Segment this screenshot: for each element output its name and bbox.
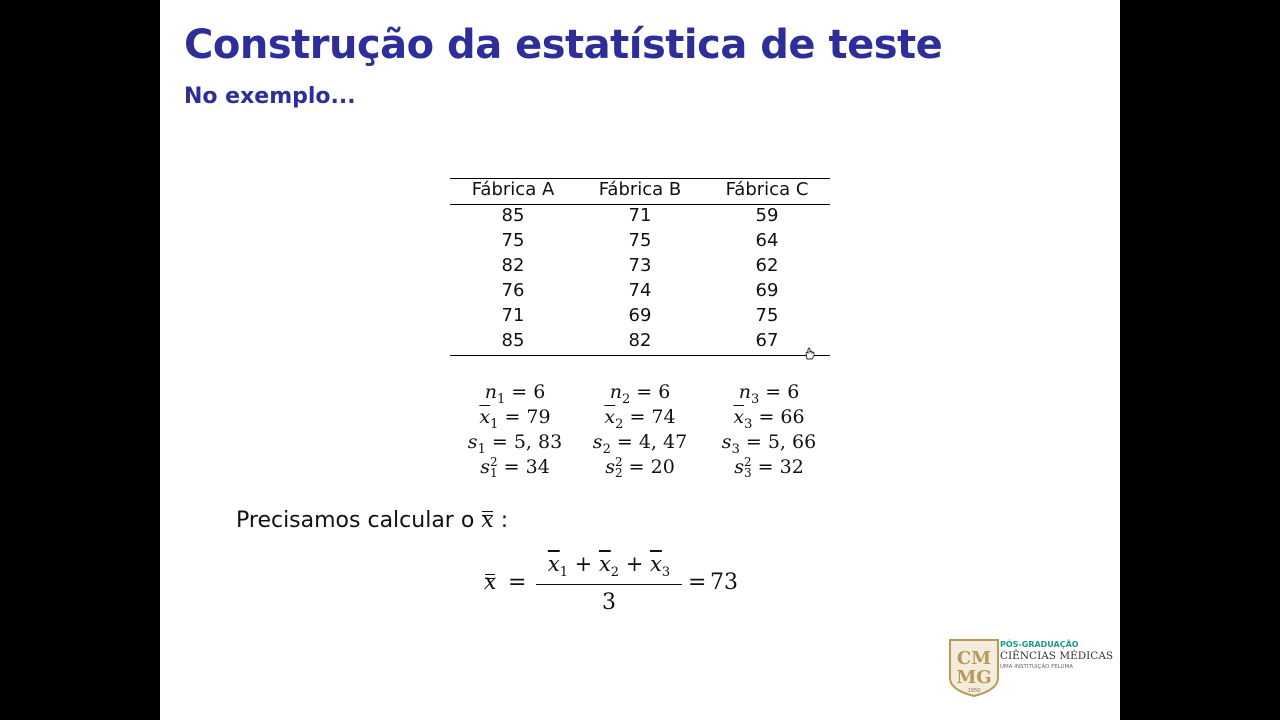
stat-expression: [704, 456, 834, 479]
table-cell: 69: [755, 280, 779, 301]
stat-value: 34: [525, 456, 550, 478]
stat-equals: =: [759, 381, 788, 403]
stat-subscript: 2: [614, 466, 623, 480]
stat-symbol: s: [734, 456, 744, 478]
numerator-subscript: 2: [610, 565, 620, 581]
numerator-subscript: 1: [559, 565, 568, 581]
stat-subscript: 3: [744, 416, 753, 432]
table-cell: 85: [501, 205, 525, 226]
table-cell: 71: [628, 205, 652, 226]
numerator-symbol: $\overline{x}$: [598, 552, 611, 576]
hand-cursor-icon: [803, 346, 817, 360]
table-cell: 73: [628, 255, 652, 276]
stat-symbol: n: [609, 381, 622, 403]
stat-subscript: 2: [621, 391, 631, 407]
stat-subscript: 1: [490, 416, 499, 432]
stat-symbol: n: [738, 381, 751, 403]
stat-value: 32: [779, 456, 804, 478]
logo-monogram-top: CM: [956, 648, 992, 669]
stat-equals: =: [630, 381, 659, 403]
formula-equals-1: =: [508, 570, 527, 595]
logo-line3: UMA INSTITUIÇÃO FELUMA: [1000, 664, 1074, 670]
table-cell: 75: [755, 305, 779, 326]
stat-equals: =: [610, 431, 639, 453]
fraction-line: [536, 584, 682, 585]
stat-expression: [704, 406, 834, 432]
table-header-cell: Fábrica C: [725, 179, 809, 200]
numerator-symbol: $\overline{x}$: [547, 552, 560, 576]
table-cell: 82: [501, 255, 525, 276]
logo-line1: PÓS-GRADUAÇÃO: [1000, 640, 1079, 649]
stat-value: 79: [526, 406, 551, 428]
stat-symbol: s: [467, 431, 478, 453]
stat-subscript: 1: [496, 391, 506, 407]
slide-title: Construção da estatística de teste: [184, 22, 943, 68]
numerator-plus: +: [619, 552, 651, 576]
institution-logo: [948, 638, 1118, 698]
stat-expression: [450, 456, 580, 479]
formula-equals-2: =: [688, 570, 707, 595]
stat-equals: =: [485, 431, 514, 453]
stat-superscript: 2: [743, 455, 752, 469]
stat-symbol: n: [484, 381, 497, 403]
stat-superscript: 2: [489, 455, 498, 469]
table-cell: 69: [628, 305, 652, 326]
grand-mean-formula: [480, 552, 780, 622]
table-cell: 59: [755, 205, 779, 226]
stat-symbol: s: [721, 431, 732, 453]
stat-expression: [704, 381, 834, 407]
table-cell: 71: [501, 305, 525, 326]
stat-symbol: s: [592, 431, 603, 453]
grand-mean-symbol: x: [481, 508, 494, 533]
logo-line2: CIÊNCIAS MÉDICAS: [1000, 650, 1114, 662]
stat-subscript: 2: [615, 416, 624, 432]
table-cell: 75: [501, 230, 525, 251]
stat-subscript: 3: [750, 391, 760, 407]
calc-instruction: [236, 508, 508, 533]
stat-value: 6: [787, 381, 800, 403]
stat-value: 74: [651, 406, 676, 428]
table-cell: 64: [755, 230, 779, 251]
cmmg-shield-icon: [948, 638, 1000, 698]
stat-equals: =: [739, 431, 768, 453]
stat-subscript: 2: [602, 441, 611, 457]
stat-expression: [704, 431, 834, 457]
stat-value: 20: [650, 456, 675, 478]
logo-year: 1950: [967, 688, 981, 694]
stat-equals: =: [498, 406, 527, 428]
calc-instruction-colon: :: [500, 508, 509, 533]
formula-numerator: [536, 552, 682, 580]
formula-result: 73: [710, 570, 738, 595]
stat-expression: [575, 431, 705, 457]
stat-value: 6: [658, 381, 671, 403]
stat-superscript: 2: [614, 455, 623, 469]
stat-value: 5, 66: [767, 431, 817, 453]
table-cell: 67: [755, 330, 779, 351]
stat-expression: [575, 456, 705, 479]
stat-value: 6: [533, 381, 546, 403]
formula-denominator: 3: [602, 590, 616, 615]
stat-equals: =: [505, 381, 534, 403]
numerator-subscript: 3: [661, 565, 671, 581]
stat-value: 5, 83: [513, 431, 563, 453]
table-cell: 76: [501, 280, 525, 301]
stat-equals: =: [622, 456, 651, 478]
stat-expression: [575, 406, 705, 432]
table-cell: 74: [628, 280, 652, 301]
stat-equals: =: [497, 456, 526, 478]
stat-equals: =: [752, 406, 781, 428]
slide-subtitle: No exemplo...: [184, 84, 356, 109]
stat-symbol: $\overline{x}$: [604, 406, 616, 428]
stat-expression: [450, 381, 580, 407]
calc-instruction-text: Precisamos calcular o: [236, 508, 475, 533]
formula-lhs: x: [484, 570, 497, 595]
table-bottom-rule: [450, 355, 830, 356]
stat-subscript: 3: [731, 441, 740, 457]
stat-value: 4, 47: [638, 431, 688, 453]
table-cell: 85: [501, 330, 525, 351]
stat-symbol: s: [480, 456, 490, 478]
stat-subscript: 1: [477, 441, 486, 457]
stat-equals: =: [623, 406, 652, 428]
table-cell: 62: [755, 255, 779, 276]
stat-expression: [450, 431, 580, 457]
numerator-symbol: $\overline{x}$: [650, 552, 662, 576]
stat-symbol: $\overline{x}$: [479, 406, 491, 428]
stat-subscript: 3: [743, 466, 752, 480]
stat-expression: [450, 406, 580, 432]
stat-symbol: $\overline{x}$: [733, 406, 745, 428]
stat-expression: [575, 381, 705, 407]
slide: [160, 0, 1120, 720]
table-cell: 75: [628, 230, 652, 251]
stat-symbol: s: [605, 456, 615, 478]
stat-value: 66: [780, 406, 805, 428]
numerator-plus: +: [567, 552, 599, 576]
stat-equals: =: [751, 456, 780, 478]
stat-subscript: 1: [489, 466, 498, 480]
table-header-cell: Fábrica A: [471, 179, 555, 200]
table-header-cell: Fábrica B: [598, 179, 682, 200]
logo-monogram-bottom: MG: [956, 667, 992, 688]
table-cell: 82: [628, 330, 652, 351]
